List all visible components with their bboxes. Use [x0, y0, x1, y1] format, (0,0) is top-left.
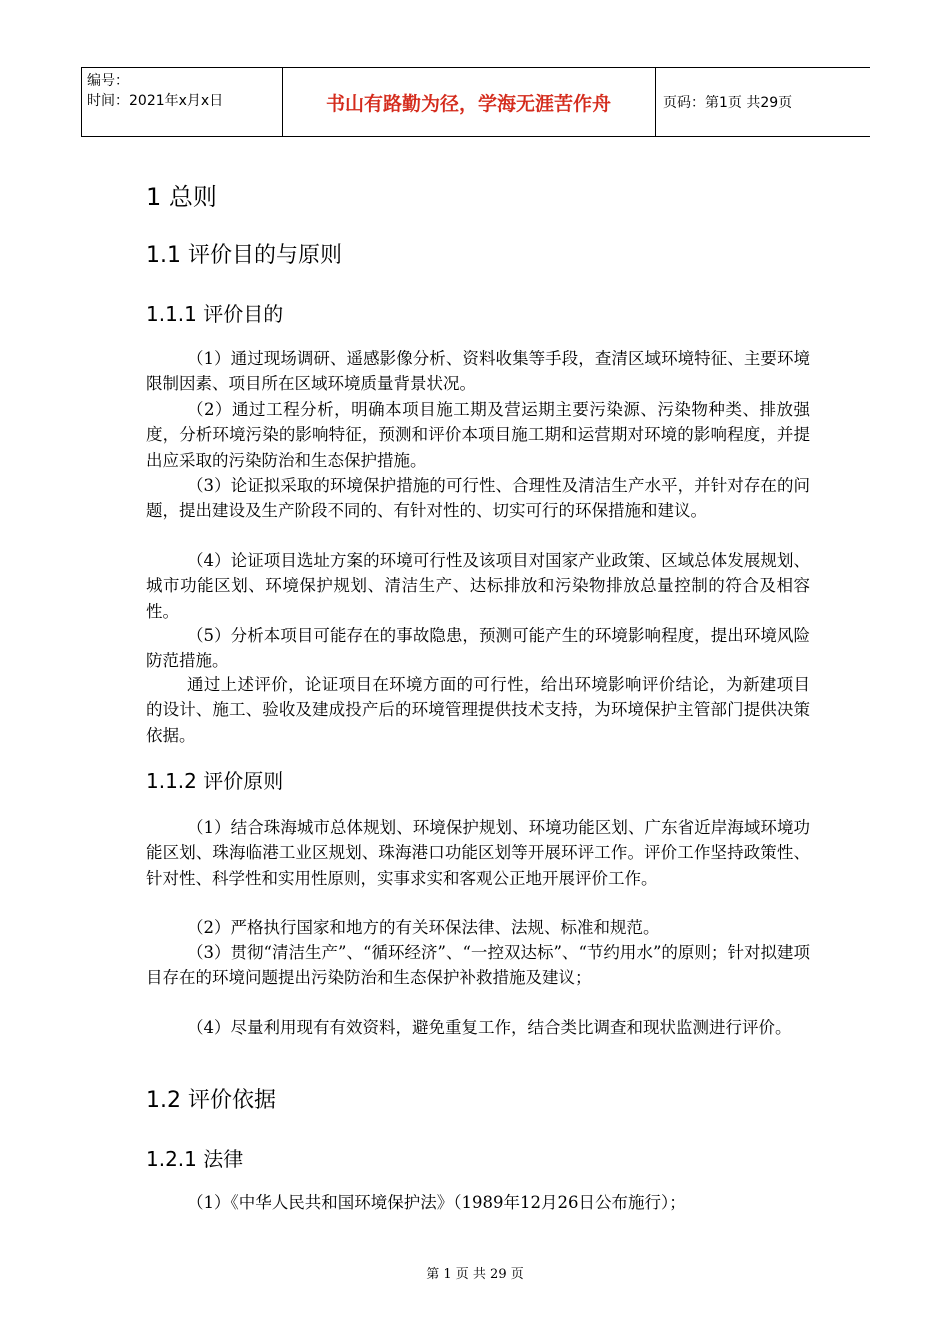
header-meta: [87, 71, 277, 111]
heading-general: 1 总则: [146, 183, 217, 211]
serial-number-label: 编号：: [87, 73, 129, 89]
principle-item-2: （2）严格执行国家和地方的有关环保法律、法规、标准和规范。: [187, 918, 660, 937]
heading-purpose-principle: 1.1 评价目的与原则: [146, 243, 342, 268]
date-label: 时间：2021年x月x日: [87, 93, 224, 109]
heading-law: 1.2.1 法律: [146, 1147, 244, 1171]
principle-item-1: （1）结合珠海城市总体规划、环境保护规划、环境功能区划、广东省近岸海域环境功能区划、珠海临港工业区规划、珠海港口功能区划等开展环评工作。评价工作坚持政策性、针对性、科学性和实用性原则，实事求实和客观公正地开展评价工作。: [146, 818, 810, 888]
header-divider-2: [655, 68, 656, 136]
heading-principle: 1.1.2 评价原则: [146, 769, 284, 793]
purpose-summary: 通过上述评价，论证项目在环境方面的可行性，给出环境影响评价结论，为新建项目的设计、施工、验收及建成投产后的环境管理提供技术支持，为环境保护主管部门提供决策依据。: [146, 675, 810, 745]
purpose-item-3: （3）论证拟采取的环境保护措施的可行性、合理性及清洁生产水平，并针对存在的问题，提出建设及生产阶段不同的、有针对性的、切实可行的环保措施和建议。: [146, 476, 810, 521]
principle-item-3: （3）贯彻“清洁生产”、“循环经济”、“一控双达标”、“节约用水”的原则；针对拟建项目存在的环境问题提出污染防治和生态保护补救措施及建议；: [146, 943, 810, 988]
purpose-item-2: （2）通过工程分析，明确本项目施工期及营运期主要污染源、污染物种类、排放强度，分析环境污染的影响特征，预测和评价本项目施工期和运营期对环境的影响程度，并提出应采取的污染防治和生态保护措施。: [146, 400, 810, 470]
purpose-item-4: （4）论证项目选址方案的环境可行性及该项目对国家产业政策、区域总体发展规划、城市功能区划、环境保护规划、清洁生产、达标排放和污染物排放总量控制的符合及相容性。: [146, 551, 810, 621]
purpose-item-5: （5）分析本项目可能存在的事故隐患，预测可能产生的环境影响程度，提出环境风险防范措施。: [146, 626, 810, 671]
header-table: [81, 67, 870, 137]
heading-basis: 1.2 评价依据: [146, 1088, 276, 1113]
principle-item-4: （4）尽量利用现有有效资料，避免重复工作，结合类比调查和现状监测进行评价。: [187, 1018, 792, 1037]
purpose-item-1: （1）通过现场调研、遥感影像分析、资料收集等手段，查清区域环境特征、主要环境限制因素、项目所在区域环境质量背景状况。: [146, 349, 810, 394]
header-motto: 书山有路勤为径，学海无涯苦作舟: [325, 92, 611, 115]
header-page-info: 页码：第1页 共29页: [663, 95, 793, 111]
law-item-1: （1）《中华人民共和国环境保护法》（1989年12月26日公布施行）；: [187, 1193, 686, 1212]
header-border-left: [81, 68, 82, 136]
heading-purpose: 1.1.1 评价目的: [146, 302, 284, 326]
page-footer: 第 1 页 共 29 页: [426, 1267, 524, 1282]
